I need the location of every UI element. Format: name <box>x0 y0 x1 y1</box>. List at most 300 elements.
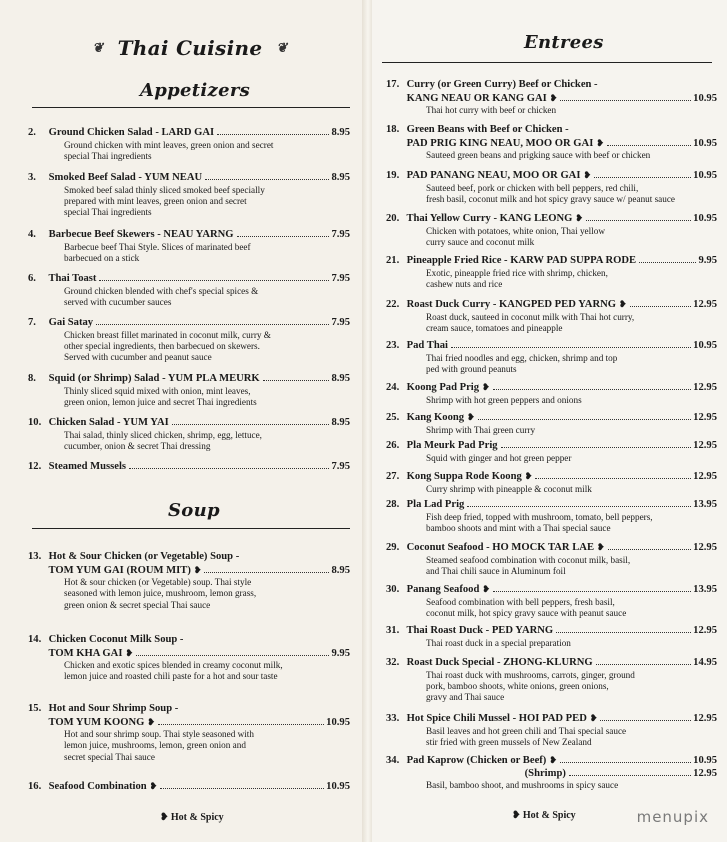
description-line: Curry shrimp with pineapple & coconut milk <box>426 483 592 494</box>
menu-item-price: 13.95 <box>693 499 717 510</box>
menu-item-number: 10. <box>28 417 42 428</box>
chili-icon: ❥ <box>512 810 521 821</box>
menu-item-price: 9.95 <box>331 647 350 659</box>
menu-item-name: 25. Kang Koong ❥ <box>386 412 475 423</box>
menu-item-row <box>386 137 717 151</box>
menu-item-name: 26. Pla Meurk Pad Prig <box>386 440 498 451</box>
menu-item-price: 12.95 <box>693 382 717 393</box>
menu-item-title: 15. Hot and Sour Shrimp Soup - <box>28 703 179 714</box>
menu-item-description <box>386 512 717 535</box>
menu-item-row <box>386 583 717 597</box>
menu-item-name: 6. Thai Toast <box>28 273 97 284</box>
menu-item-number: 33. <box>386 713 400 724</box>
description-line: Sauteed beef, pork or chicken with bell peppers, red chili, <box>426 182 639 193</box>
menu-item-row <box>386 92 717 106</box>
description-line: fresh basil, coconut milk and hot spicy gravy sauce w/ peanut sauce <box>426 193 676 204</box>
menu-item-title-line <box>386 124 717 137</box>
menu-item-description <box>28 660 350 683</box>
menu-item-description <box>28 577 350 611</box>
menu-item-title: 17. Curry (or Green Curry) Beef or Chicken - <box>386 79 598 90</box>
menu-item-number: 6. <box>28 273 36 284</box>
menu-item-price: 14.95 <box>693 657 717 668</box>
dot-leader <box>535 478 691 479</box>
description-line: gravy and Thai sauce <box>426 692 505 703</box>
chili-icon: ❥ <box>589 713 598 723</box>
menu-item-description <box>386 105 717 116</box>
entrees-heading: Entrees <box>524 32 604 53</box>
description-line: bamboo shoots and mint with a Thai special sauce <box>426 522 611 533</box>
menu-item-description <box>28 330 350 364</box>
menu-item <box>386 712 717 748</box>
menu-item <box>386 470 717 495</box>
menu-item <box>386 499 717 534</box>
menu-item-description <box>386 780 717 791</box>
menu-item-row <box>386 212 717 226</box>
menu-item-row <box>28 317 350 330</box>
menu-item-name: TOM YUM KOONG ❥ <box>48 716 155 728</box>
menu-item-number: 20. <box>386 213 400 224</box>
menu-item <box>28 127 350 162</box>
menu-item-name: 12. Steamed Mussels <box>28 461 127 472</box>
description-line: Ground chicken blended with chef's special spices & <box>64 285 259 296</box>
menu-item-price: 8.95 <box>331 172 350 183</box>
legend-hot-spicy <box>160 812 224 823</box>
menu-item-description <box>28 185 350 219</box>
menu-item <box>28 317 350 364</box>
menu-item-number: 30. <box>386 584 400 595</box>
description-line: Steamed seafood combination with coconut milk, basil, <box>426 554 631 565</box>
menu-item-price: 7.95 <box>331 273 350 284</box>
menu-item <box>386 169 717 205</box>
menu-item-description <box>28 242 350 265</box>
description-line: served with cucumber sauces <box>64 296 172 307</box>
right-column <box>372 0 727 842</box>
menu-item-row <box>28 647 350 661</box>
chili-icon: ❥ <box>160 812 169 823</box>
menu-item-number: 24. <box>386 382 400 393</box>
menu-item-name: 16. Seafood Combination ❥ <box>28 781 158 792</box>
menu-item-price: 12.95 <box>693 412 717 423</box>
dot-leader <box>560 762 691 763</box>
menu-item <box>386 440 717 464</box>
menu-item <box>28 417 350 452</box>
menu-item-description <box>386 312 717 335</box>
menu-item <box>386 657 717 704</box>
menu-item-description <box>28 430 350 453</box>
chili-icon: ❥ <box>549 92 558 103</box>
description-line: Squid with ginger and hot green pepper <box>426 452 572 463</box>
description-line: curry sauce and coconut milk <box>426 236 535 247</box>
menu-item <box>386 79 717 116</box>
menu-item-number: 3. <box>28 172 36 183</box>
menu-item-number: 2. <box>28 127 36 138</box>
menu-item-description <box>28 286 350 309</box>
menu-item-name: 29. Coconut Seafood - HO MOCK TAR LAE ❥ <box>386 542 605 553</box>
description-line: Chicken breast fillet marinated in coconut milk, curry & <box>64 329 271 340</box>
menu-item-description <box>386 183 717 206</box>
description-line: barbecued on a stick <box>64 252 140 263</box>
menu-item-name: 2. Ground Chicken Salad - LARD GAI <box>28 127 215 138</box>
legend-label: Hot & Spicy <box>170 812 224 823</box>
description-line: secret special Thai sauce <box>64 751 155 762</box>
dot-leader <box>630 306 692 307</box>
dot-leader <box>501 447 692 448</box>
menu-item-row <box>386 768 717 781</box>
menu-item-price: 10.95 <box>693 92 717 104</box>
description-line: Fish deep fried, topped with mushroom, tomato, bell peppers, <box>426 511 653 522</box>
menu-item-number: 13. <box>28 551 42 562</box>
menu-item-name: 21. Pineapple Fried Rice - KARW PAD SUPPA RODE <box>386 255 637 266</box>
description-line: lemon juice and roasted chili paste for a hot and sour taste <box>64 671 278 682</box>
description-line: cashew nuts and rice <box>426 278 503 289</box>
description-line: Thai salad, thinly sliced chicken, shrimp, egg, lettuce, <box>64 429 262 440</box>
chili-icon: ❥ <box>575 213 583 223</box>
menu-item-number: 28. <box>386 499 400 510</box>
menu-item-number: 19. <box>386 170 400 181</box>
menu-item-number: 12. <box>28 461 42 472</box>
menu-item-row <box>386 411 717 425</box>
dot-leader <box>160 788 324 789</box>
dot-leader <box>600 720 691 721</box>
chili-icon: ❥ <box>524 471 533 481</box>
dot-leader <box>205 179 329 180</box>
menu-item-price: 10.95 <box>693 137 717 149</box>
menu-item-number: 26. <box>386 440 400 451</box>
description-line: Thai fried noodles and egg, chicken, shrimp and top <box>426 352 618 363</box>
menu-item-name: TOM YUM GAI (ROUM MIT) ❥ <box>48 564 202 576</box>
menu-item-row <box>28 127 350 140</box>
description-line: Hot & sour chicken (or Vegetable) soup. Thai style <box>64 577 252 587</box>
menu-item-row <box>28 229 350 242</box>
description-line: Thinly sliced squid mixed with onion, mint leaves, <box>64 385 251 396</box>
menu-item-description <box>386 638 717 649</box>
menu-item-price: 8.95 <box>331 417 350 428</box>
watermark-logo: menupix <box>636 808 709 826</box>
menu-item-name: (Shrimp) <box>524 767 566 779</box>
menu-item-title-line <box>386 79 717 92</box>
menu-item <box>386 298 717 334</box>
menu-item-name: 23. Pad Thai <box>386 340 448 351</box>
menu-item-name: 32. Roast Duck Special - ZHONG-KLURNG <box>386 657 593 668</box>
menu-item-title-line <box>28 551 350 564</box>
menu-item-description <box>386 484 717 495</box>
menu-item <box>386 340 717 375</box>
menu-item-description <box>28 729 350 763</box>
menu-item-number: 25. <box>386 412 400 423</box>
menu-item-title: 18. Green Beans with Beef or Chicken - <box>386 124 569 135</box>
appetizers-heading: Appetizers <box>140 80 251 101</box>
dot-leader <box>556 632 691 633</box>
dot-leader <box>586 220 691 221</box>
dot-leader <box>217 134 329 135</box>
menu-item-number: 4. <box>28 229 36 240</box>
menu-item <box>28 634 350 683</box>
menu-item-name: 24. Koong Pad Prig ❥ <box>386 382 490 393</box>
dot-leader <box>608 549 692 550</box>
menu-item-name: 33. Hot Spice Chili Mussel - HOI PAD PED ❥ <box>386 713 598 724</box>
menu-item-title-line <box>28 634 350 647</box>
description-line: Thai hot curry with beef or chicken <box>426 105 557 115</box>
description-line: cucumber, onion & secret Thai dressing <box>64 440 211 451</box>
description-line: Exotic, pineapple fried rice with shrimp, chicken, <box>426 267 608 278</box>
menu-item-row <box>386 499 717 512</box>
menu-item-price: 12.95 <box>693 299 717 310</box>
menu-item-name: 34. Pad Kaprow (Chicken or Beef) ❥ <box>386 755 557 766</box>
menu-item-row <box>28 273 350 286</box>
description-line: Thai roast duck with mushrooms, carrots, ginger, ground <box>426 669 635 680</box>
menu-item-description <box>386 395 717 406</box>
menu-item-name: 10. Chicken Salad - YUM YAI <box>28 417 169 428</box>
menu-item-price: 12.95 <box>693 471 717 482</box>
chili-icon: ❥ <box>147 716 155 727</box>
menu-item-price: 12.95 <box>693 440 717 451</box>
dot-leader <box>172 424 330 425</box>
menu-item-price: 10.95 <box>693 340 717 351</box>
menu-item-name: PAD PRIG KING NEAU, MOO OR GAI ❥ <box>406 137 604 149</box>
menu-item-number: 15. <box>28 703 42 714</box>
menu-item-price: 12.95 <box>693 542 717 553</box>
menu-item-number: 34. <box>386 755 400 766</box>
menu-item-number: 22. <box>386 299 400 310</box>
description-line: Shrimp with Thai green curry <box>426 424 536 435</box>
menu-item <box>28 703 350 763</box>
description-line: pork, bamboo shoots, white onions, green onions, <box>426 680 609 691</box>
menu-item-number: 7. <box>28 317 36 328</box>
menu-item <box>28 551 350 611</box>
menu-item-price: 9.95 <box>698 255 717 266</box>
menu-item-row <box>386 255 717 268</box>
menu-item-description <box>386 453 717 464</box>
menu-item-price: 7.95 <box>331 461 350 472</box>
menu-item-row <box>386 440 717 453</box>
menu-item <box>28 229 350 264</box>
menu-item-row <box>28 373 350 386</box>
description-line: stir fried with green mussels of New Zealand <box>426 736 592 747</box>
menu-item-row <box>386 625 717 638</box>
dot-leader <box>451 347 691 348</box>
description-line: Chicken and exotic spices blended in creamy coconut milk, <box>64 660 283 670</box>
menu-item-row <box>386 169 717 183</box>
menu-item-price: 10.95 <box>693 213 717 224</box>
menu-item-row <box>386 470 717 484</box>
menu-item-description <box>386 353 717 376</box>
menu-item-name: 27. Kong Suppa Rode Koong ❥ <box>386 471 533 482</box>
menu-item-name: 20. Thai Yellow Curry - KANG LEONG ❥ <box>386 213 583 224</box>
menu-item-price: 10.95 <box>326 781 350 792</box>
description-line: Seafood combination with bell peppers, fresh basil, <box>426 596 615 607</box>
description-line: green onion & secret special Thai sauce <box>64 599 211 610</box>
menu-item-row <box>28 172 350 185</box>
menu-item <box>28 373 350 408</box>
description-line: prepared with mint leaves, green onion and secret <box>64 195 247 206</box>
chili-icon: ❥ <box>583 170 592 180</box>
description-line: special Thai ingredients <box>64 150 152 161</box>
menu-item-row <box>28 716 350 730</box>
chili-icon: ❥ <box>597 542 605 552</box>
menu-item-row <box>28 780 350 794</box>
legend-label: Hot & Spicy <box>522 810 576 821</box>
description-line: Served with cucumber and peanut sauce <box>64 352 212 363</box>
menu-item-row <box>386 340 717 353</box>
menu-item-price: 10.95 <box>326 716 350 728</box>
menu-title <box>60 36 320 60</box>
menu-item-row <box>386 712 717 726</box>
menu-item-number: 32. <box>386 657 400 668</box>
menu-item-name: 31. Thai Roast Duck - PED YARNG <box>386 625 554 636</box>
menu-item <box>28 172 350 219</box>
menu-item-title-line <box>28 703 350 716</box>
menu-item-row <box>28 417 350 430</box>
dot-leader <box>136 655 329 656</box>
menu-item-description <box>386 670 717 704</box>
dot-leader <box>594 177 691 178</box>
menu-item-price: 7.95 <box>331 317 350 328</box>
description-line: Thai roast duck in a special preparation <box>426 637 571 648</box>
chili-icon: ❥ <box>482 584 490 594</box>
menu-item-price: 10.95 <box>693 170 717 181</box>
menu-item-description <box>386 425 717 436</box>
menu-item-name: 19. PAD PANANG NEAU, MOO OR GAI ❥ <box>386 170 592 181</box>
menu-item-row <box>386 298 717 312</box>
menu-item <box>386 381 717 406</box>
description-line: coconut milk, hot spicy gravy sauce with peanut sauce <box>426 607 627 618</box>
menu-item-name: 7. Gai Satay <box>28 317 94 328</box>
ornament-icon: ❦ <box>276 40 288 56</box>
description-line: seasoned with lemon juice, mushroom, lemon grass, <box>64 588 257 599</box>
menu-item-number: 17. <box>386 79 400 90</box>
dot-leader <box>639 262 696 263</box>
dot-leader <box>560 100 691 101</box>
appetizers-rule <box>32 107 350 108</box>
menu-item-price: 8.95 <box>331 127 350 138</box>
menu-item-price: 13.95 <box>693 584 717 595</box>
menu-item-row <box>28 564 350 578</box>
dot-leader <box>596 664 692 665</box>
menu-item-description <box>28 140 350 163</box>
description-line: other special ingredients, then barbecued on skewers. <box>64 340 260 351</box>
menu-item <box>386 754 717 791</box>
description-line: special Thai ingredients <box>64 207 152 218</box>
dot-leader <box>263 380 330 381</box>
menu-item-row <box>28 461 350 474</box>
dot-leader <box>237 236 330 237</box>
menu-item <box>386 411 717 436</box>
chili-icon: ❥ <box>149 781 158 791</box>
menu-item <box>28 273 350 308</box>
chili-icon: ❥ <box>125 647 133 658</box>
dot-leader <box>607 145 691 146</box>
chili-icon: ❥ <box>618 299 627 309</box>
menu-item-price: 8.95 <box>331 373 350 384</box>
menu-item <box>386 212 717 248</box>
description-line: Shrimp with hot green peppers and onions <box>426 394 582 405</box>
description-line: cream sauce, tomatoes and pineapple <box>426 322 563 333</box>
menu-item-price: 12.95 <box>693 713 717 724</box>
menu-item-name: 8. Squid (or Shrimp) Salad - YUM PLA MEURK <box>28 373 260 384</box>
dot-leader <box>129 468 329 469</box>
menu-item-name: TOM KHA GAI ❥ <box>48 647 133 659</box>
menu-item-price: 7.95 <box>331 229 350 240</box>
entrees-rule <box>382 62 712 63</box>
description-line: Basil, bamboo shoot, and mushrooms in spicy sauce <box>426 780 619 790</box>
menu-item-number: 27. <box>386 471 400 482</box>
menu-item-description <box>386 597 717 620</box>
menu-item-name: KANG NEAU OR KANG GAI ❥ <box>406 92 558 104</box>
legend-hot-spicy <box>512 810 576 821</box>
menu-item-name: 28. Pla Lad Prig <box>386 499 465 510</box>
menu-item-description <box>28 386 350 409</box>
menu-item-number: 18. <box>386 124 400 135</box>
dot-leader <box>158 724 324 725</box>
menu-item-row <box>386 381 717 395</box>
menu-item-description <box>386 226 717 249</box>
menu-item <box>386 541 717 577</box>
chili-icon: ❥ <box>549 755 557 765</box>
menu-item-row <box>386 541 717 555</box>
menu-item-description <box>386 150 717 161</box>
description-line: ped with ground peanuts <box>426 363 517 374</box>
ornament-icon: ❦ <box>92 40 104 56</box>
dot-leader <box>478 419 692 420</box>
description-line: green onion, lemon juice and secret Thai ingredients <box>64 396 257 407</box>
dot-leader <box>493 591 691 592</box>
menu-item-number: 29. <box>386 542 400 553</box>
menu-item-number: 14. <box>28 634 42 645</box>
menu-item-price: 8.95 <box>331 564 350 576</box>
menu-item <box>386 124 717 161</box>
dot-leader <box>96 324 329 325</box>
menu-title-text: Thai Cuisine <box>117 36 263 60</box>
description-line: lemon juice, mushrooms, lemon, green onion and <box>64 740 246 751</box>
menu-item-number: 23. <box>386 340 400 351</box>
menu-item-number: 31. <box>386 625 400 636</box>
menu-item <box>28 780 350 794</box>
menu-item-number: 21. <box>386 255 400 266</box>
menu-item-title: 13. Hot & Sour Chicken (or Vegetable) Soup - <box>28 551 240 562</box>
description-line: Roast duck, sauteed in coconut milk with Thai hot curry, <box>426 311 635 322</box>
description-line: Barbecue beef Thai Style. Slices of marinated beef <box>64 241 251 252</box>
menu-item <box>386 625 717 649</box>
menu-item <box>386 255 717 290</box>
menu-item-price: 12.95 <box>693 625 717 636</box>
menu-item-title: 14. Chicken Coconut Milk Soup - <box>28 634 184 645</box>
menu-item-number: 16. <box>28 781 42 792</box>
chili-icon: ❥ <box>596 137 604 148</box>
menu-item <box>386 583 717 619</box>
menu-item <box>28 461 350 474</box>
menu-item-name: 30. Panang Seafood ❥ <box>386 584 490 595</box>
menu-item-row <box>386 657 717 670</box>
dot-leader <box>493 389 692 390</box>
menu-item-description <box>386 555 717 578</box>
description-line: Smoked beef salad thinly sliced smoked beef specially <box>64 184 265 195</box>
soup-rule <box>32 528 350 529</box>
description-line: Basil leaves and hot green chili and Thai special sauce <box>426 725 627 736</box>
dot-leader <box>467 506 691 507</box>
menu-item-name: 4. Barbecue Beef Skewers - NEAU YARNG <box>28 229 234 240</box>
description-line: Hot and sour shrimp soup. Thai style seasoned with <box>64 729 254 739</box>
soup-heading: Soup <box>168 500 220 521</box>
menu-item-description <box>386 726 717 749</box>
description-line: Chicken with potatoes, white onion, Thai yellow <box>426 225 605 236</box>
menu-item-description <box>386 268 717 291</box>
chili-icon: ❥ <box>193 564 202 575</box>
description-line: Ground chicken with mint leaves, green onion and secret <box>64 139 274 150</box>
menu-item-name: 3. Smoked Beef Salad - YUM NEAU <box>28 172 203 183</box>
menu-item-row <box>386 754 717 768</box>
description-line: Sauteed green beans and prigking sauce with beef or chicken <box>426 150 651 160</box>
chili-icon: ❥ <box>467 412 475 422</box>
